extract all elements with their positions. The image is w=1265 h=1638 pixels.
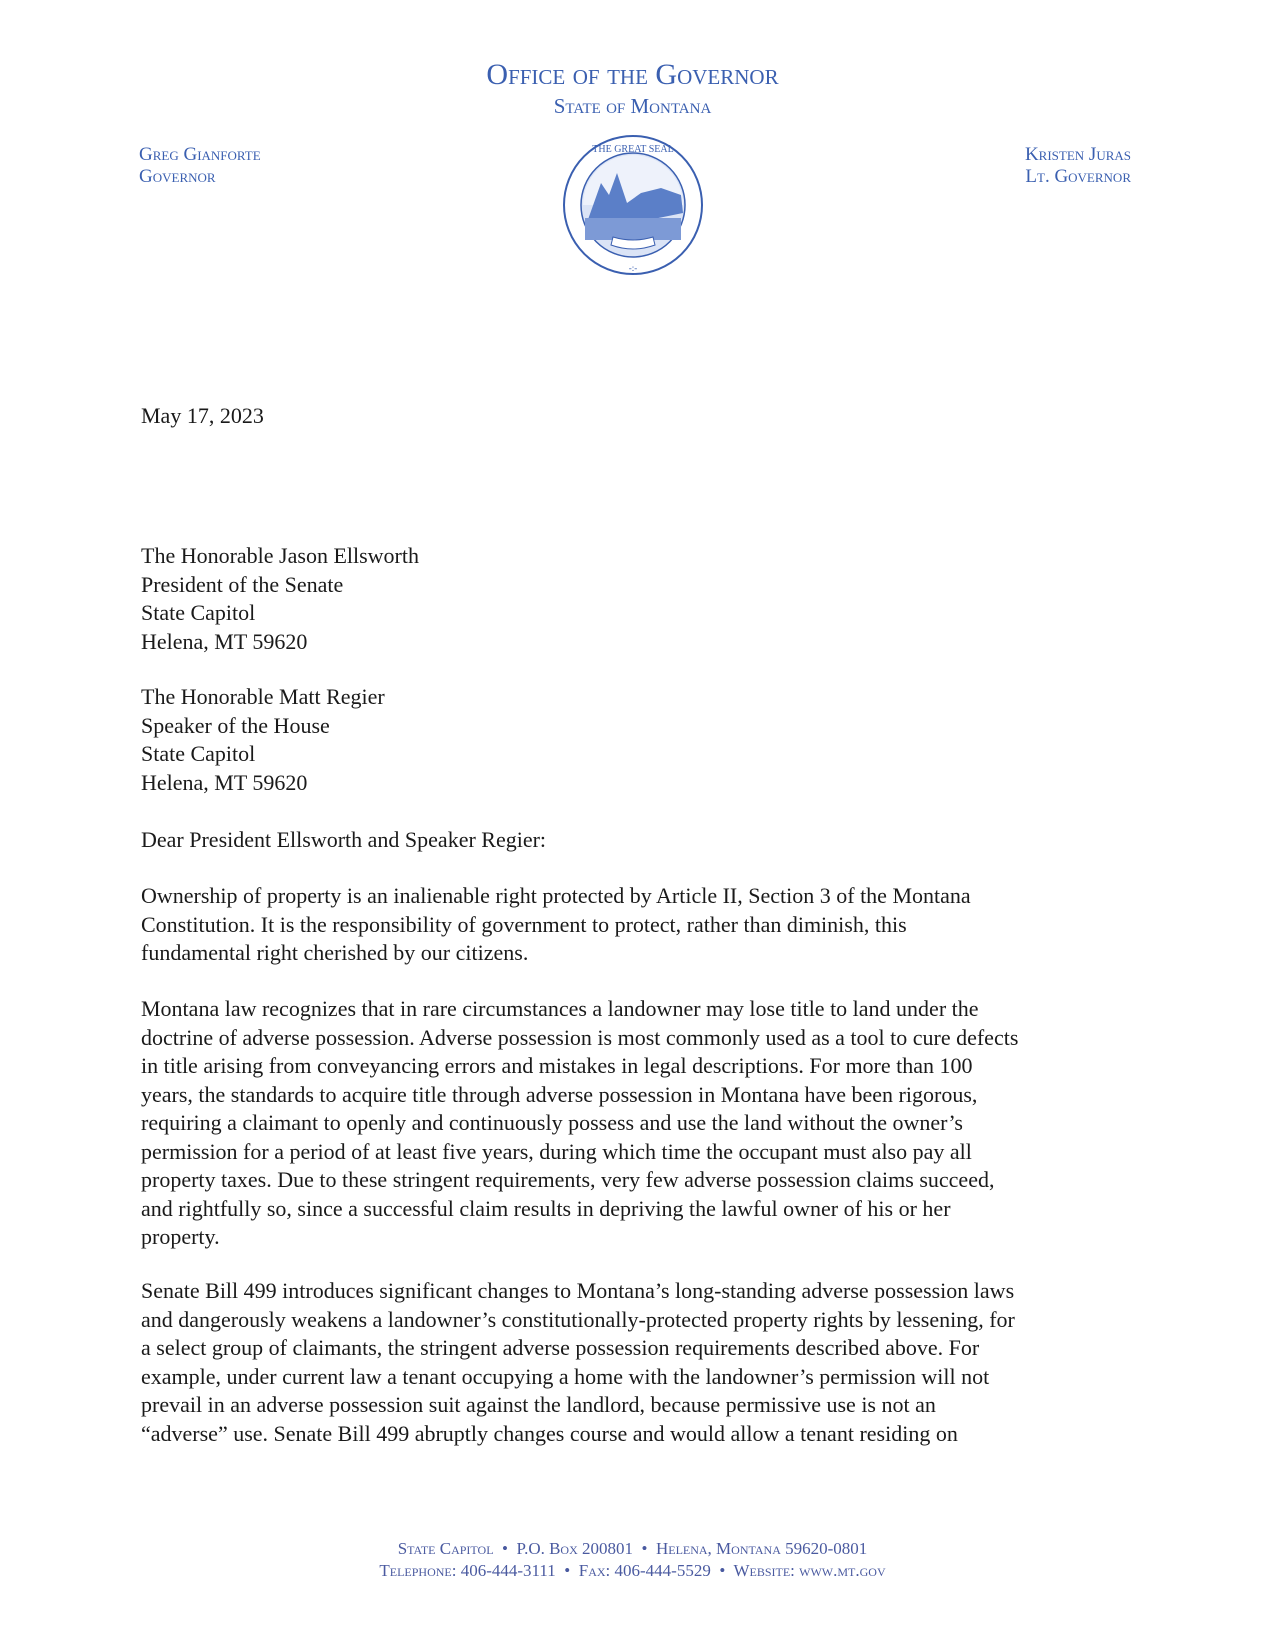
governor-block — [139, 144, 261, 188]
paragraph-line: Ownership of property is an inalienable right protected by Article II, Section 3 of the Montana — [141, 883, 971, 908]
paragraph — [141, 1277, 1015, 1448]
paragraph-line: requiring a claimant to openly and continuously possess and use the land without the owner’s — [141, 1110, 963, 1135]
letterhead-title: Office of the Governor — [486, 58, 779, 91]
lt-governor-title: Lt. Governor — [1025, 166, 1131, 187]
paragraph — [141, 995, 1018, 1252]
svg-text:THE GREAT SEAL: THE GREAT SEAL — [592, 144, 674, 155]
lt-governor-name: Kristen Juras — [1024, 144, 1131, 165]
governor-name: Greg Gianforte — [139, 144, 261, 165]
paragraph-line: and rightfully so, since a successful claim results in depriving the lawful owner of his or her — [141, 1195, 951, 1221]
paragraph-line: Constitution. It is the responsibility of government to protect, rather than diminish, this — [141, 911, 907, 937]
address-line: The Honorable Matt Regier — [141, 684, 385, 709]
governor-title: Governor — [139, 166, 216, 187]
address-line: The Honorable Jason Ellsworth — [141, 543, 419, 568]
paragraph-line: prevail in an adverse possession suit against the landlord, because permissive use is not an — [141, 1392, 936, 1417]
letterhead-subtitle: State of Montana — [553, 94, 712, 118]
letter-date: May 17, 2023 — [141, 403, 264, 428]
letterhead-footer — [0, 1538, 1265, 1582]
address-line: State Capitol — [141, 600, 256, 625]
paragraph-line: a select group of claimants, the stringent adverse possession requirements described above. For — [141, 1335, 980, 1360]
paragraph-line: in title arising from conveyancing errors and mistakes in legal descriptions. For more than 100 — [141, 1053, 973, 1078]
state-seal-icon — [561, 133, 705, 277]
address-line: Speaker of the House — [141, 712, 330, 738]
paragraph-line: “adverse” use. Senate Bill 499 abruptly changes course and would allow a tenant residing on — [141, 1420, 958, 1446]
address-line: Helena, MT 59620 — [141, 628, 308, 654]
footer-contact: Telephone: 406-444-3111 • Fax: 406-444-5529 • Website: www.mt.gov — [379, 1561, 886, 1580]
salutation: Dear President Ellsworth and Speaker Regier: — [141, 827, 547, 852]
address-line: President of the Senate — [141, 571, 344, 597]
paragraph-line: years, the standards to acquire title through adverse possession in Montana have been rigorous, — [141, 1081, 978, 1107]
recipient-address — [141, 683, 385, 797]
paragraph — [141, 882, 971, 968]
address-line: Helena, MT 59620 — [141, 769, 308, 795]
paragraph-line: and dangerously weakens a landowner’s constitutionally-protected property rights by lessening, for — [141, 1306, 1015, 1332]
address-line: State Capitol — [141, 741, 256, 766]
paragraph-line: fundamental right cherished by our citizens. — [141, 940, 529, 965]
paragraph-line: property. — [141, 1224, 220, 1249]
paragraph-line: property taxes. Due to these stringent requirements, very few adverse possession claims succeed, — [141, 1167, 995, 1192]
paragraph-line: Senate Bill 499 introduces significant changes to Montana’s long-standing adverse possession laws — [141, 1278, 1015, 1303]
paragraph-line: doctrine of adverse possession. Adverse possession is most commonly used as a tool to cure defects — [141, 1024, 1019, 1050]
recipient-address — [141, 542, 419, 656]
svg-text:-:-: -:- — [628, 263, 638, 273]
paragraph-line: permission for a period of at least five years, during which time the occupant must also pay all — [141, 1138, 972, 1164]
paragraph-line: example, under current law a tenant occupying a home with the landowner’s permission will not — [141, 1363, 990, 1389]
lt-governor-block — [1025, 144, 1131, 188]
paragraph-line: Montana law recognizes that in rare circumstances a landowner may lose title to land under the — [141, 996, 979, 1021]
footer-address: State Capitol • P.O. Box 200801 • Helena, Montana 59620-0801 — [397, 1539, 868, 1558]
